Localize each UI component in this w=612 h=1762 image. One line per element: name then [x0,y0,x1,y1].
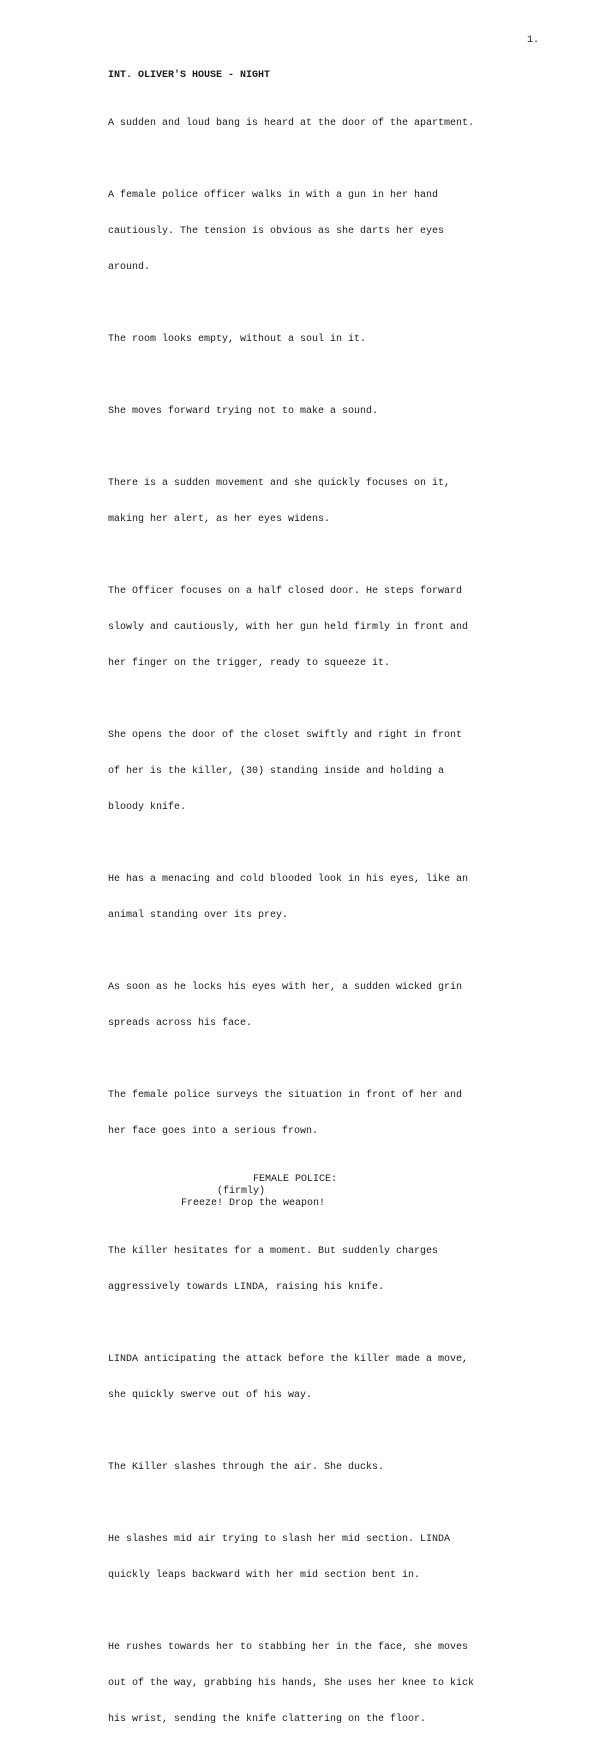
action-line: A female police officer walks in with a gun in her hand [108,190,439,201]
dialogue-block [108,1174,548,1210]
action-line: The Officer focuses on a half closed door. He steps forward [108,586,463,597]
action-paragraph [108,706,548,838]
action-paragraph [108,454,548,550]
script-content [108,70,548,1762]
action-line: He has a menacing and cold blooded look in his eyes, like an [108,874,469,885]
action-line: bloody knife. [108,802,187,813]
action-line: A sudden and loud bang is heard at the door of the apartment. [108,118,475,129]
action-paragraph [108,958,548,1054]
action-paragraph [108,562,548,694]
action-line: she quickly swerve out of his way. [108,1390,313,1401]
action-paragraph [108,1438,548,1498]
action-line: He rushes towards her to stabbing her in the face, she moves [108,1642,469,1653]
action-line: aggressively towards LINDA, raising his knife. [108,1282,385,1293]
action-paragraph [108,382,548,442]
action-line: around. [108,262,151,273]
action-line: of her is the killer, (30) standing inside and holding a [108,766,445,777]
action-line: She opens the door of the closet swiftly and right in front [108,730,463,741]
page-number: 1. [527,35,540,46]
action-line: making her alert, as her eyes widens. [108,514,331,525]
action-line: her face goes into a serious frown. [108,1126,319,1137]
action-line: cautiously. The tension is obvious as she darts her eyes [108,226,445,237]
action-paragraph [108,94,548,154]
action-line: The female police surveys the situation in front of her and [108,1090,463,1101]
action-line: There is a sudden movement and she quickly focuses on it, [108,478,451,489]
action-paragraph [108,1066,548,1162]
parenthetical: (firmly) [217,1186,266,1197]
dialogue-line: Freeze! Drop the weapon! [181,1198,326,1209]
action-paragraph [108,166,548,298]
character-name: FEMALE POLICE: [253,1174,338,1185]
action-paragraph [108,850,548,946]
action-line: He slashes mid air trying to slash her mid section. LINDA [108,1534,451,1545]
scene-heading: INT. OLIVER'S HOUSE - NIGHT [108,70,271,81]
action-line: his wrist, sending the knife clattering on the floor. [108,1714,427,1725]
action-paragraph [108,1222,548,1318]
action-line: out of the way, grabbing his hands, She uses her knee to kick [108,1678,475,1689]
action-line: The room looks empty, without a soul in it. [108,334,367,345]
action-line: slowly and cautiously, with her gun held firmly in front and [108,622,469,633]
action-paragraph [108,310,548,370]
action-line: She moves forward trying not to make a sound. [108,406,379,417]
action-line: As soon as he locks his eyes with her, a sudden wicked grin [108,982,463,993]
action-paragraph [108,1618,548,1750]
action-line: animal standing over its prey. [108,910,289,921]
action-line: The Killer slashes through the air. She ducks. [108,1462,385,1473]
action-line: LINDA anticipating the attack before the killer made a move, [108,1354,469,1365]
action-line: spreads across his face. [108,1018,253,1029]
action-line: The killer hesitates for a moment. But suddenly charges [108,1246,439,1257]
action-paragraph [108,1510,548,1606]
action-paragraph [108,1330,548,1426]
action-line: her finger on the trigger, ready to squeeze it. [108,658,391,669]
action-line: quickly leaps backward with her mid section bent in. [108,1570,421,1581]
